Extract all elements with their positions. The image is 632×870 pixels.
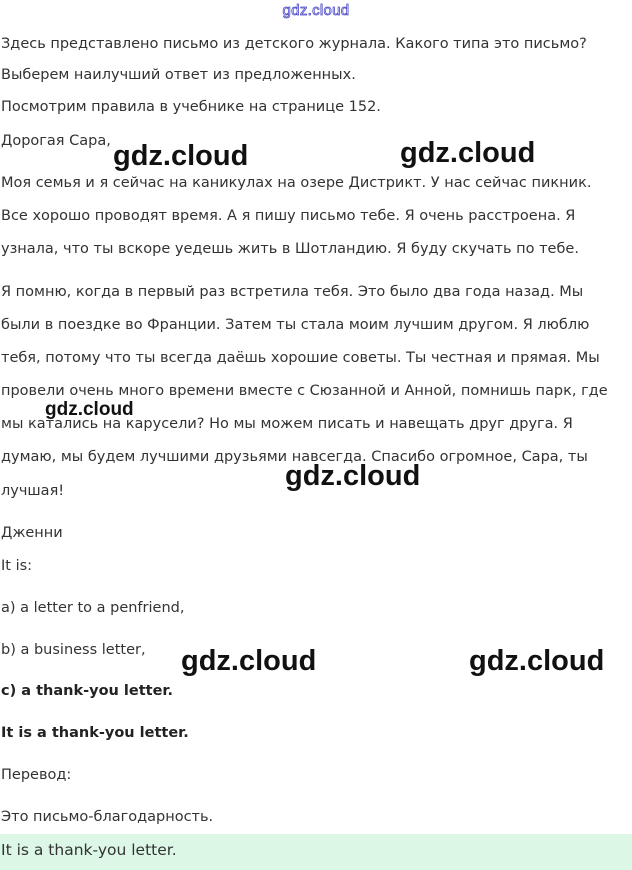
question-prompt: It is: [1,558,33,574]
watermark: gdz.cloud [45,399,134,420]
letter-greeting: Дорогая Сара, [1,133,111,149]
letter-line: лучшая! [1,483,65,499]
final-answer-box [0,834,632,870]
intro-line: Выберем наилучший ответ из предложенных. [1,67,356,83]
option-b: b) a business letter, [1,642,146,658]
translation-label: Перевод: [1,767,72,783]
letter-line: мы катались на карусели? Но мы можем писать и навещать друг друга. Я [1,416,573,432]
answer-line: It is a thank-you letter. [1,725,189,741]
letter-line: тебя, потому что ты всегда даёшь хорошие советы. Ты честная и прямая. Мы [1,350,600,366]
letter-line: узнала, что ты вскоре уедешь жить в Шотландию. Я буду скучать по тебе. [1,241,579,257]
watermark: gdz.cloud [285,460,421,492]
letter-line: провели очень много времени вместе с Сюзанной и Анной, помнишь парк, где [1,383,608,399]
final-answer-text: It is a thank-you letter. [1,841,177,859]
letter-line: Моя семья и я сейчас на каникулах на озере Дистрикт. У нас сейчас пикник. [1,175,592,191]
letter-line: Я помню, когда в первый раз встретила тебя. Это было два года назад. Мы [1,284,584,300]
letter-line: были в поездке во Франции. Затем ты стала моим лучшим другом. Я люблю [1,317,590,333]
option-a: a) a letter to a penfriend, [1,600,185,616]
site-logo[interactable]: gdz.cloud [282,2,350,19]
letter-line: Все хорошо проводят время. А я пишу письмо тебе. Я очень расстроена. Я [1,208,576,224]
watermark: gdz.cloud [181,645,317,677]
watermark: gdz.cloud [469,645,605,677]
watermark: gdz.cloud [400,137,536,169]
translation-text: Это письмо-благодарность. [1,809,214,825]
option-c: c) a thank-you letter. [1,683,174,699]
letter-signature: Дженни [1,525,63,541]
intro-line: Посмотрим правила в учебнике на странице 152. [1,99,381,115]
intro-line: Здесь представлено письмо из детского журнала. Какого типа это письмо? [1,36,587,52]
watermark: gdz.cloud [113,140,249,172]
letter-line: думаю, мы будем лучшими друзьями навсегда. Спасибо огромное, Сара, ты [1,449,588,465]
